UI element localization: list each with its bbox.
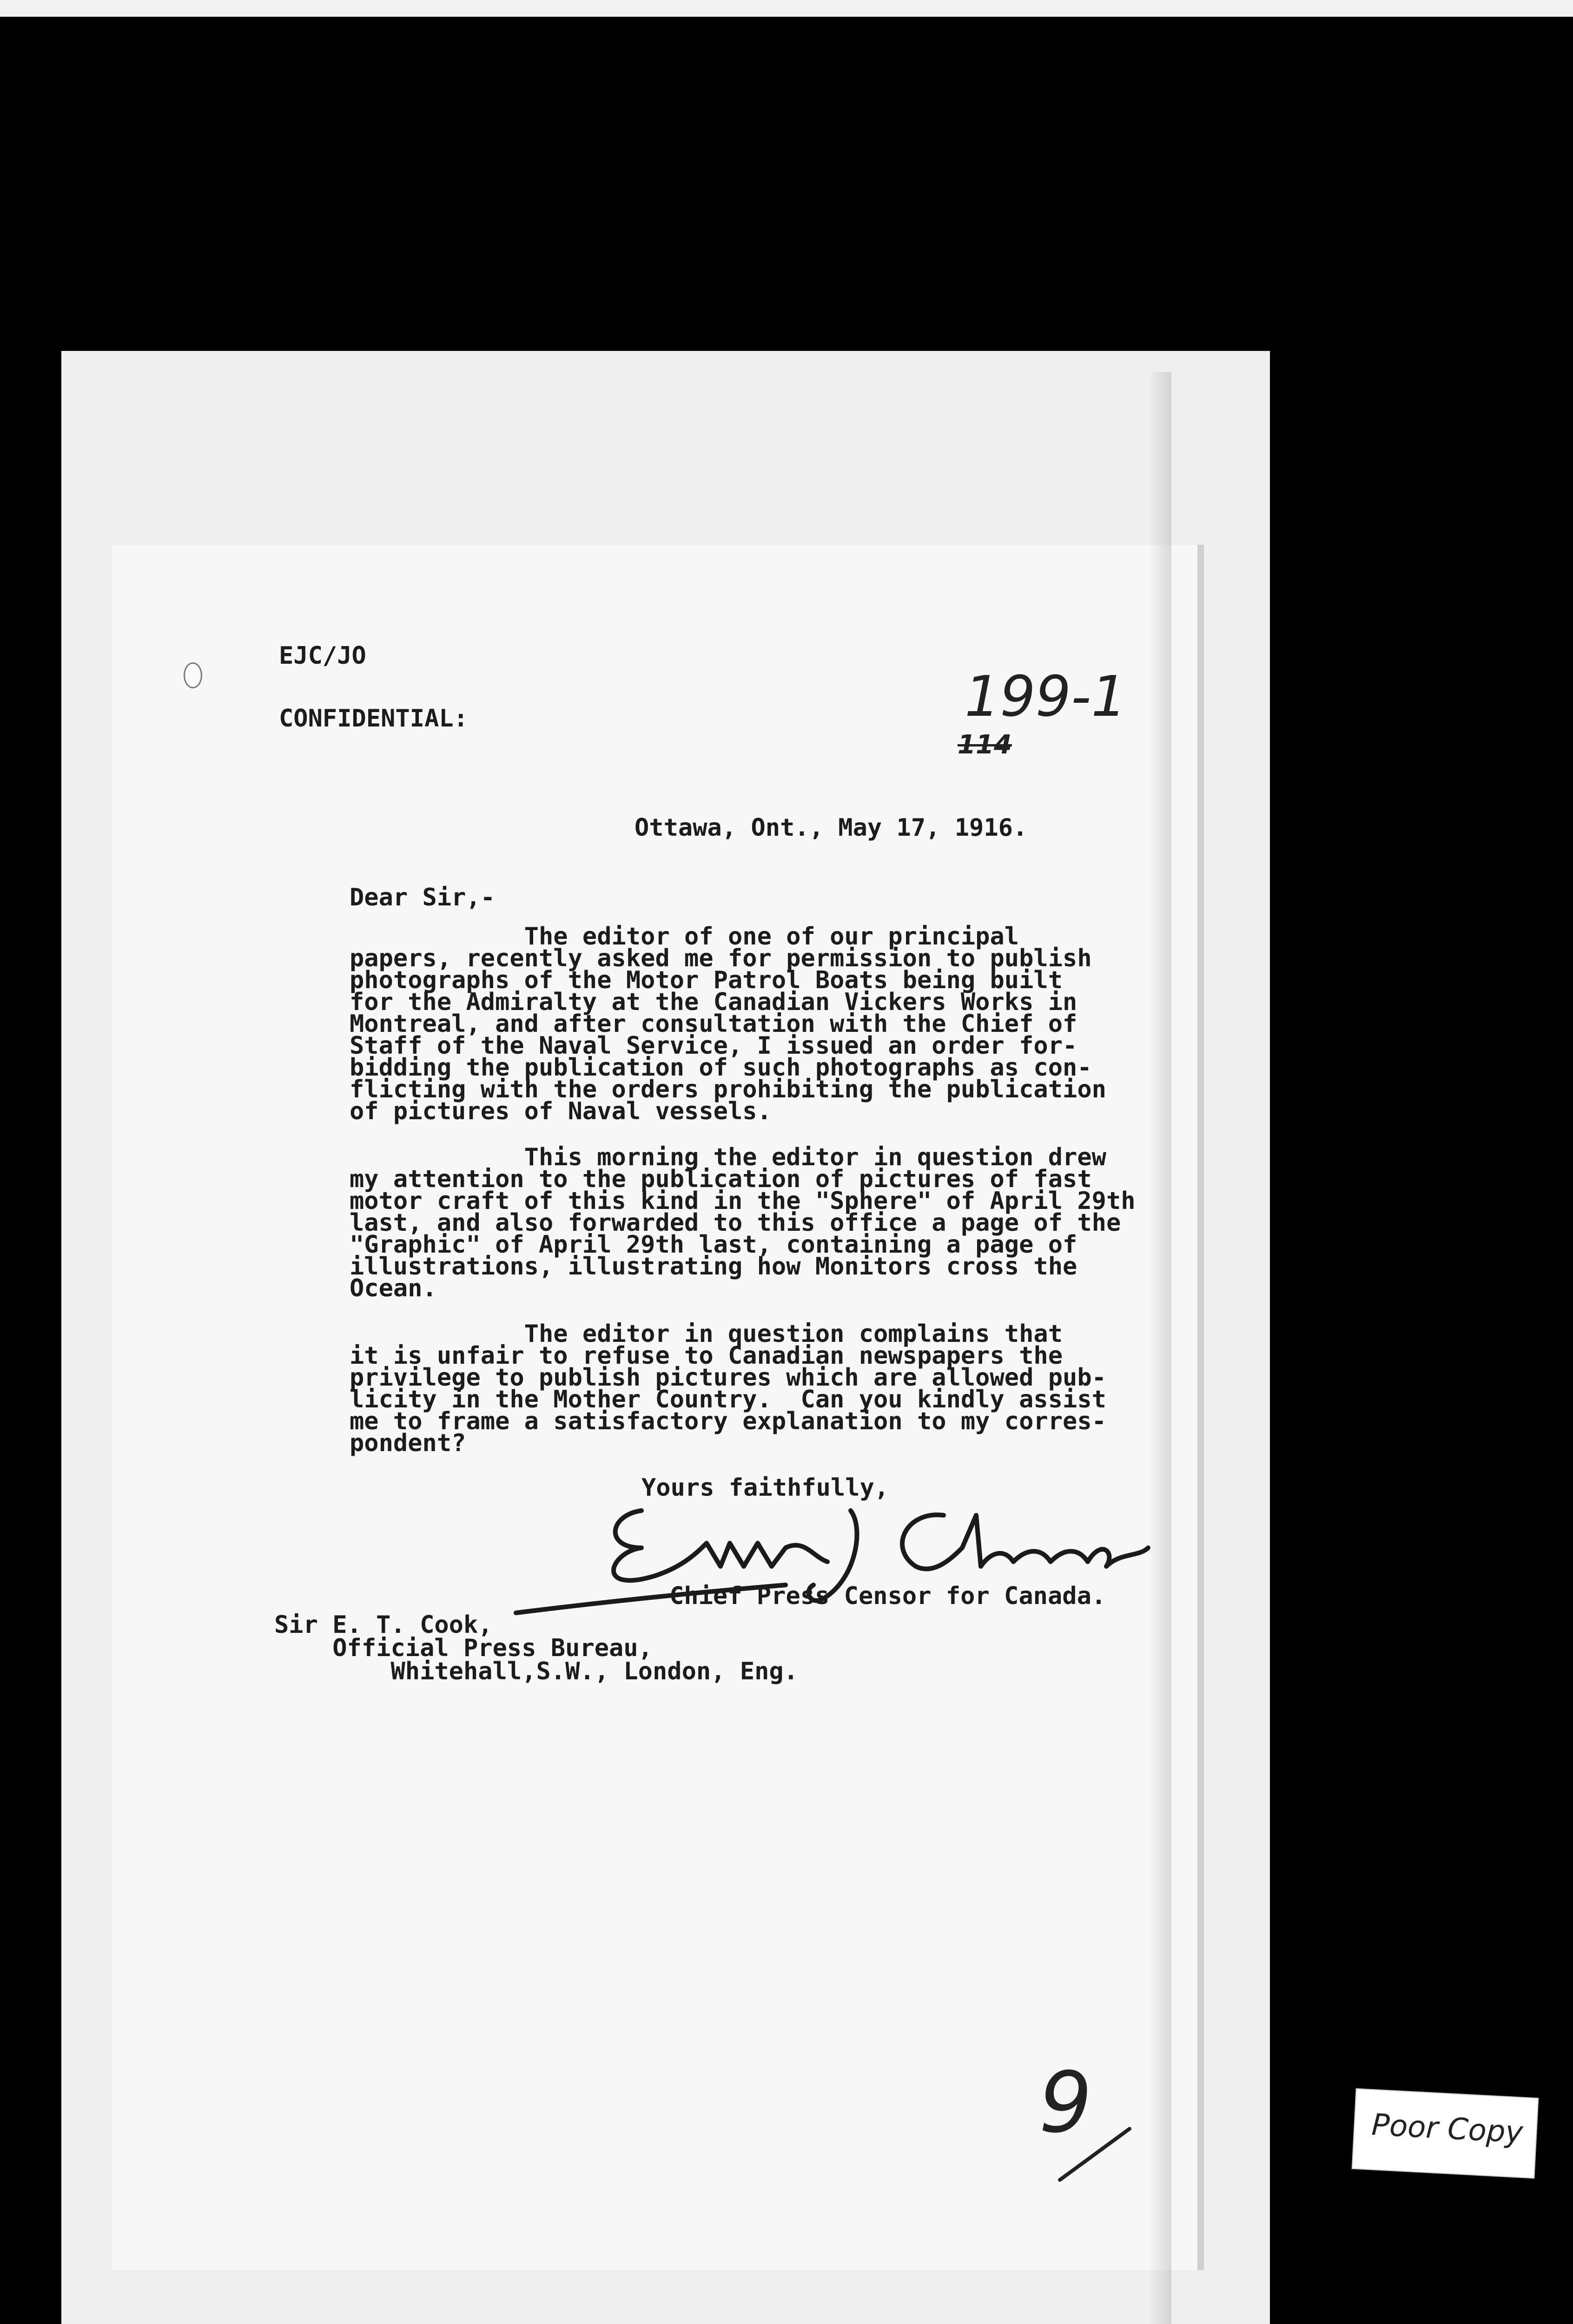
body-line: flicting with the orders prohibiting the publication (350, 1076, 1106, 1103)
body-line: The editor of one of our principal (350, 923, 1019, 951)
confidential-heading: CONFIDENTIAL: (279, 705, 468, 733)
date-line: Ottawa, Ont., May 17, 1916. (634, 814, 1028, 842)
top-edge-strip (0, 0, 1573, 17)
body-line: photographs of the Motor Patrol Boats being built (350, 966, 1063, 994)
body-line: licity in the Mother Country. Can you kindly assist (350, 1386, 1106, 1413)
punch-hole-icon (184, 662, 202, 688)
struck-file-number: 114 (958, 730, 1012, 760)
handwritten-file-number: 199-1 (965, 665, 1127, 729)
addressee-line: Sir E. T. Cook, (274, 1611, 493, 1639)
body-line: privilege to publish pictures which are allowed pub- (350, 1364, 1106, 1392)
body-line: it is unfair to refuse to Canadian newspapers the (350, 1342, 1063, 1370)
closing: Yours faithfully, (641, 1474, 889, 1502)
body-line: bidding the publication of such photographs as con- (350, 1054, 1092, 1082)
signer-title: Chief Press Censor for Canada. (669, 1582, 1106, 1610)
body-line: my attention to the publication of pictures of fast (350, 1165, 1092, 1193)
body-line: The editor in question complains that (350, 1320, 1063, 1348)
body-line: This morning the editor in question drew (350, 1143, 1106, 1171)
body-line: for the Admiralty at the Canadian Vickers Works in (350, 988, 1077, 1016)
body-line: Montreal, and after consultation with the Chief of (350, 1010, 1077, 1038)
page-fold-shadow (1148, 372, 1171, 2324)
body-line: pondent? (350, 1429, 466, 1457)
body-line: motor craft of this kind in the "Sphere" of April 29th (350, 1187, 1136, 1215)
body-line: "Graphic" of April 29th last, containing a page of (350, 1231, 1077, 1259)
addressee-line: Whitehall,S.W., London, Eng. (274, 1657, 799, 1685)
body-line: papers, recently asked me for permission to publish (350, 944, 1092, 972)
body-line: illustrations, illustrating how Monitors cross the (350, 1253, 1077, 1281)
page-mark-slash-icon (1055, 2119, 1134, 2185)
body-line: last, and also forwarded to this office a page of the (350, 1209, 1121, 1237)
poor-copy-text: Poor Copy (1370, 2107, 1524, 2150)
addressee-line: Official Press Bureau, (274, 1634, 653, 1662)
poor-copy-stamp (1352, 2088, 1539, 2179)
body-line: of pictures of Naval vessels. (350, 1097, 772, 1125)
reference-initials: EJC/JO (279, 642, 366, 670)
salutation: Dear Sir,- (350, 884, 496, 911)
body-line: Ocean. (350, 1274, 437, 1302)
page-mark: 9 (1039, 2054, 1092, 2152)
body-line: Staff of the Naval Service, I issued an order for- (350, 1032, 1077, 1060)
body-line: me to frame a satisfactory explanation to my corres- (350, 1407, 1106, 1435)
